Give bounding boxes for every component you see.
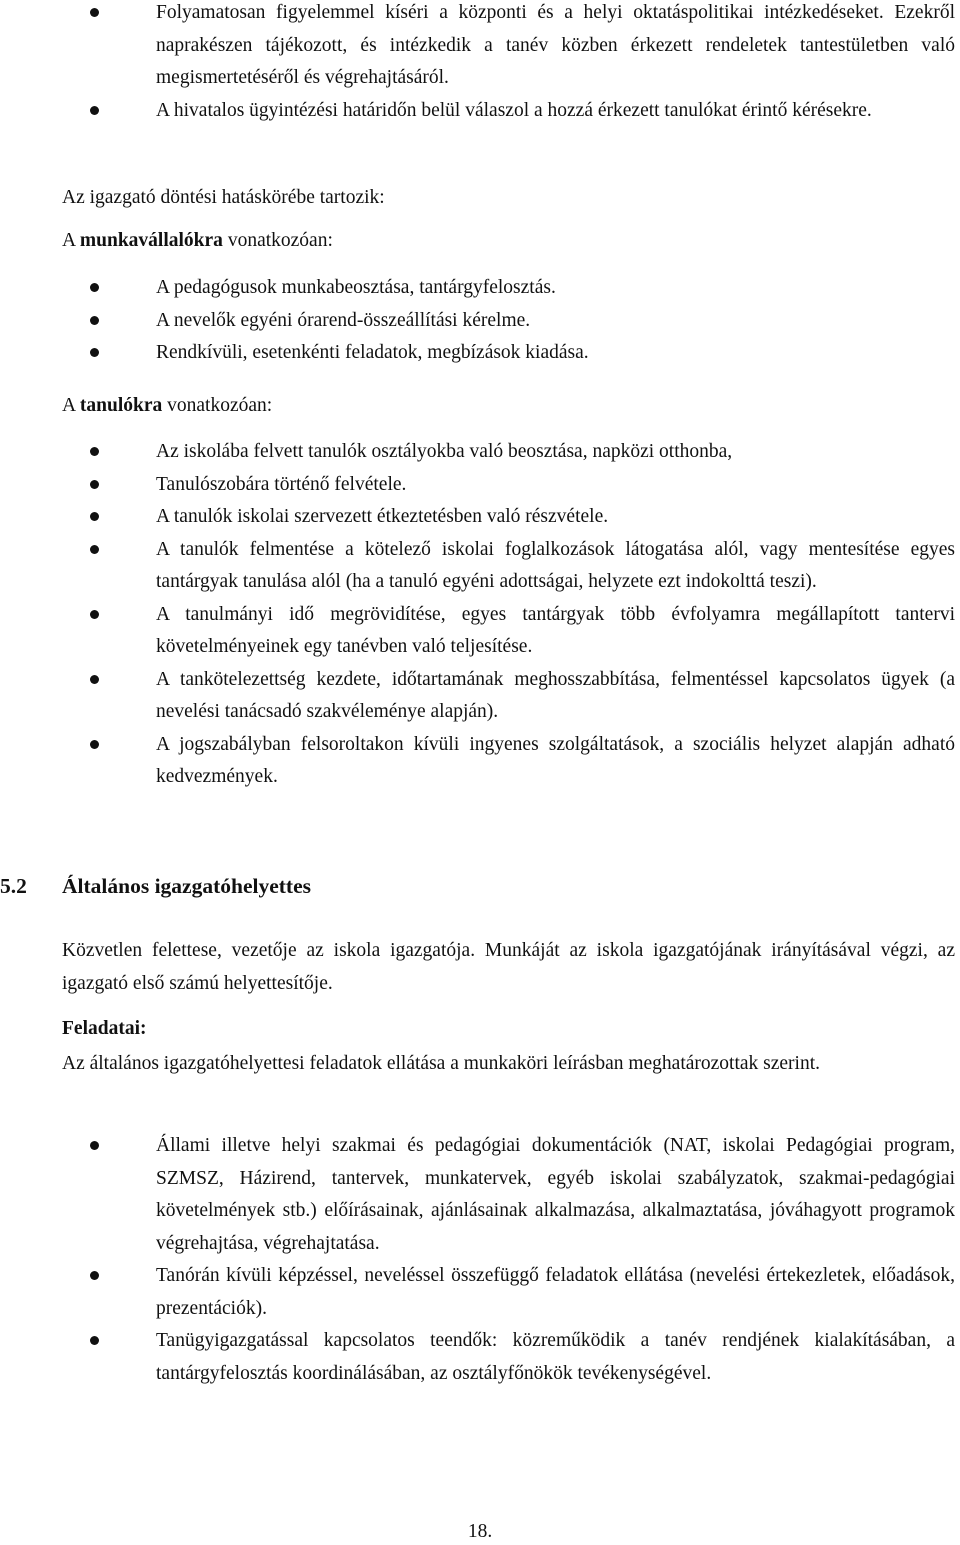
list-item: A tanulók iskolai szervezett étkeztetésben való részvétele.	[90, 501, 955, 534]
section-number: 5.2	[0, 874, 27, 898]
list-item: A pedagógusok munkabeosztása, tantárgyfelosztás.	[90, 272, 955, 305]
section-heading	[0, 870, 311, 902]
list-item: Folyamatosan figyelemmel kíséri a központi és a helyi oktatáspolitikai intézkedéseket. Ezekről naprakészen tájékozott, és intézkedik a tanév közben érkezett rendeletek tantestületben való megismertetéséről és végrehajtásáról.	[90, 0, 955, 95]
page-number: 18.	[467, 1521, 493, 1542]
tasks-label: Feladatai:	[62, 1018, 147, 1039]
list-item: Tanulószobára történő felvétele.	[90, 469, 955, 502]
list-item: A nevelők egyéni órarend-összeállítási kérelme.	[90, 305, 955, 338]
list-item: A jogszabályban felsoroltakon kívüli ingyenes szolgáltatások, a szociális helyzet alapján adható kedvezmények.	[90, 729, 955, 794]
list-item: Állami illetve helyi szakmai és pedagógiai dokumentációk (NAT, iskolai Pedagógiai program, SZMSZ, Házirend, tantervek, munkatervek, egyéb iskolai szabályzatok, szakmai-pedagógiai követelmények stb.) előírásainak, ajánlásainak alkalmazása, alkalmaztatása, jóváhagyott programok végrehajtása, végrehajtatása.	[90, 1130, 955, 1260]
tasks-paragraph: Az általános igazgatóhelyettesi feladatok ellátása a munkaköri leírásban meghatározottak szerint.	[62, 1053, 821, 1074]
list-item: Tanügyigazgatással kapcsolatos teendők: közreműködik a tanév rendjének kialakításában, a tantárgyfelosztás koordinálásában, az osztályfőnökök tevékenységével.	[90, 1325, 955, 1390]
list-item: Az iskolába felvett tanulók osztályokba való beosztása, napközi otthonba,	[90, 436, 955, 469]
list-item: Tanórán kívüli képzéssel, neveléssel összefüggő feladatok ellátása (nevelési értekezletek, előadások, prezentációk).	[90, 1260, 955, 1325]
list-item: A tankötelezettség kezdete, időtartamának meghosszabbítása, felmentéssel kapcsolatos ügyek (a nevelési tanácsadó szakvéleménye alapján).	[90, 664, 955, 729]
top-bullet-list	[90, 0, 955, 127]
employees-bold: munkavállalókra	[79, 230, 223, 251]
students-bold: tanulókra	[79, 395, 163, 416]
list-item: A hivatalos ügyintézési határidőn belül válaszol a hozzá érkezett tanulókat érintő kérésekre.	[90, 95, 955, 128]
director-authority-line: Az igazgató döntési hatáskörébe tartozik:	[62, 187, 385, 208]
students-heading: A tanulókra vonatkozóan:	[62, 395, 273, 416]
list-item: A tanulók felmentése a kötelező iskolai foglalkozások látogatása alól, vagy mentesítése egyes tantárgyak tanulása alól (ha a tanuló egyéni adottságai, helyzete ezt indokolttá teszi).	[90, 534, 955, 599]
tasks-list	[90, 1130, 955, 1390]
employees-heading: A munkavállalókra vonatkozóan:	[62, 230, 333, 251]
students-list	[90, 436, 955, 794]
superior-paragraph: Közvetlen felettese, vezetője az iskola igazgatója. Munkáját az iskola igazgatójának irányításával végzi, az igazgató első számú helyettesítője.	[62, 940, 955, 994]
list-item: A tanulmányi idő megrövidítése, egyes tantárgyak több évfolyamra megállapított tantervi követelményeinek egy tanévben való teljesítése.	[90, 599, 955, 664]
employees-list	[90, 272, 955, 370]
section-title: Általános igazgatóhelyettes	[62, 874, 312, 898]
list-item: Rendkívüli, esetenkénti feladatok, megbízások kiadása.	[90, 337, 955, 370]
